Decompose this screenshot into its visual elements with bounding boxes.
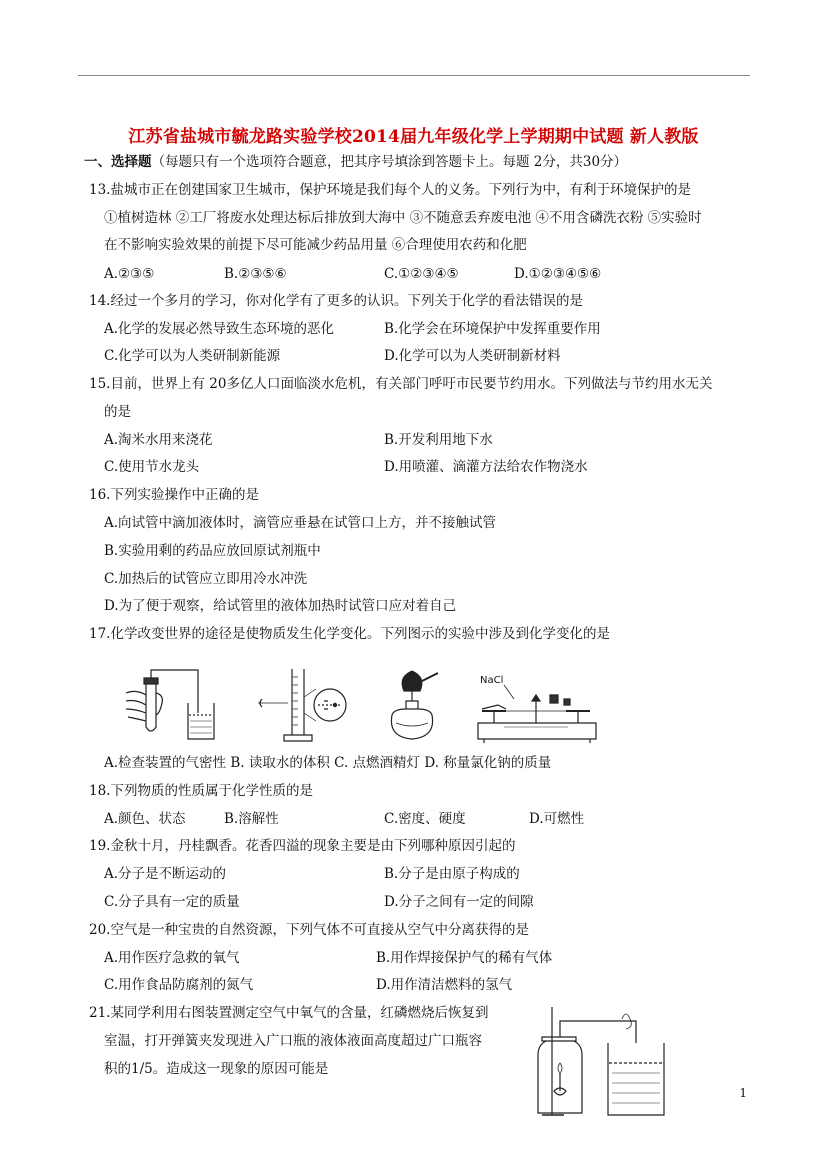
q13-option-b: B.②③⑤⑥ <box>224 266 287 282</box>
q19-stem: 19.金秋十月，丹桂飘香。花香四溢的现象主要是由下列哪种原因引起的 <box>89 838 516 854</box>
q20-option-b: B.用作焊接保护气的稀有气体 <box>376 950 553 966</box>
page-title: 江苏省盐城市毓龙路实验学校2014届九年级化学上学期期中试题 新人教版 <box>128 127 699 147</box>
figure-label-nacl: NaCl <box>480 675 504 686</box>
q14-option-b: B.化学会在环境保护中发挥重要作用 <box>384 321 601 337</box>
figure-airtightness-check <box>118 665 230 745</box>
q14-stem: 14.经过一个多月的学习，你对化学有了更多的认识。下列关于化学的看法错误的是 <box>89 293 583 309</box>
figure-oxygen-apparatus <box>524 1003 674 1121</box>
q16-option-b: B.实验用剩的药品应放回原试剂瓶中 <box>104 543 321 559</box>
q18-option-d: D.可燃性 <box>529 811 585 827</box>
q16-option-a: A.向试管中滴加液体时，滴管应垂悬在试管口上方，并不接触试管 <box>104 515 497 531</box>
q14-option-c: C.化学可以为人类研制新能源 <box>104 348 281 364</box>
page-number: 1 <box>739 1086 747 1100</box>
q13-option-c: C.①②③④⑤ <box>384 266 459 282</box>
section-desc: （每题只有一个选项符合题意，把其序号填涂到答题卡上。每题 2分，共30分） <box>151 154 628 170</box>
q13-option-d: D.①②③④⑤⑥ <box>514 266 602 282</box>
q20-option-c: C.用作食品防腐剂的氮气 <box>104 977 254 993</box>
q15-option-d: D.用喷灌、滴灌方法给农作物浇水 <box>384 459 588 475</box>
section-label: 一、选择题 <box>84 154 152 170</box>
q18-option-a: A.颜色、状态 <box>104 811 186 827</box>
q13-line3: 在不影响实验效果的前提下尽可能减少药品用量 ⑥合理使用农药和化肥 <box>104 237 527 253</box>
q20-stem: 20.空气是一种宝贵的自然资源，下列气体不可直接从空气中分离获得的是 <box>89 922 529 938</box>
q20-option-d: D.用作清洁燃料的氢气 <box>376 977 513 993</box>
q21-line1: 21.某同学利用右图装置测定空气中氧气的含量，红磷燃烧后恢复到 <box>89 1005 489 1021</box>
figure-alcohol-lamp <box>378 665 448 745</box>
q18-option-c: C.密度、硬度 <box>384 811 466 827</box>
q19-option-b: B.分子是由原子构成的 <box>384 866 520 882</box>
q19-option-d: D.分子之间有一定的间隙 <box>384 894 534 910</box>
q15-option-b: B.开发利用地下水 <box>384 432 493 448</box>
q20-option-a: A.用作医疗急救的氧气 <box>104 950 240 966</box>
q17-stem: 17.化学改变世界的途径是使物质发生化学变化。下列图示的实验中涉及到化学变化的是 <box>89 626 610 642</box>
section-heading <box>84 153 627 171</box>
q21-line2: 室温，打开弹簧夹发现进入广口瓶的液体液面高度超过广口瓶容 <box>104 1033 482 1049</box>
q19-option-a: A.分子是不断运动的 <box>104 866 227 882</box>
q13-option-a: A.②③⑤ <box>104 266 155 282</box>
q21-line3: 积的1/5。造成这一现象的原因可能是 <box>104 1061 329 1077</box>
q15-option-c: C.使用节水龙头 <box>104 459 200 475</box>
q15-line2: 的是 <box>104 404 131 420</box>
q18-stem: 18.下列物质的性质属于化学性质的是 <box>89 783 313 799</box>
figure-read-volume <box>258 665 358 745</box>
q15-stem: 15.目前，世界上有 20多亿人口面临淡水危机，有关部门呼吁市民要节约用水。下列做法与节约用水无关 <box>89 376 713 392</box>
q16-option-d: D.为了便于观察，给试管里的液体加热时试管口应对着自己 <box>104 598 457 614</box>
q14-option-d: D.化学可以为人类研制新材料 <box>384 348 561 364</box>
q13-line2: ①植树造林 ②工厂将废水处理达标后排放到大海中 ③不随意丢弃废电池 ④不用含磷洗衣粉 ⑤实验时 <box>104 210 702 226</box>
q18-option-b: B.溶解性 <box>224 811 279 827</box>
q19-option-c: C.分子具有一定的质量 <box>104 894 240 910</box>
q17-options: A.检查装置的气密性 B. 读取水的体积 C. 点燃酒精灯 D. 称量氯化钠的质量 <box>104 755 552 771</box>
header-rule <box>78 75 750 76</box>
q16-stem: 16.下列实验操作中正确的是 <box>89 487 259 503</box>
figure-balance-nacl <box>474 665 604 745</box>
q13-stem: 13.盐城市正在创建国家卫生城市，保护环境是我们每个人的义务。下列行为中，有利于环境保护的是 <box>89 182 691 198</box>
q16-option-c: C.加热后的试管应立即用冷水冲洗 <box>104 571 308 587</box>
q15-option-a: A.淘米水用来浇花 <box>104 432 213 448</box>
q14-option-a: A.化学的发展必然导致生态环境的恶化 <box>104 321 335 337</box>
